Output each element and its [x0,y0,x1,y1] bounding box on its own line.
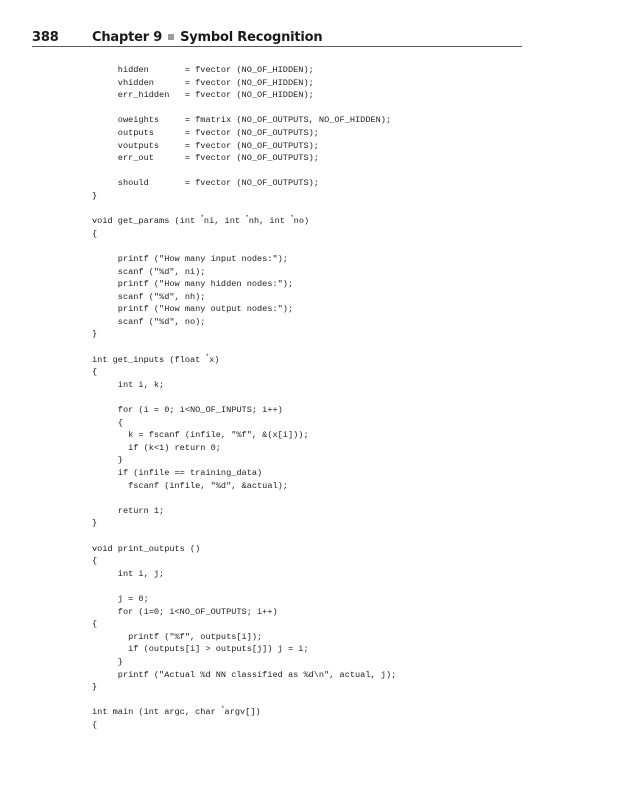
code-line: { [92,719,98,730]
code-fragment: no) [293,216,310,227]
code-line: scanf ("%d", ni); [92,266,206,277]
code-fragment: void get_params (int [92,216,201,227]
code-line: } [92,518,98,529]
chapter-label: Chapter 9 [92,30,163,45]
code-line: int i, j; [92,568,165,579]
code-line: void print_outputs () [92,543,201,554]
code-line: err_out = fvector (NO_OF_OUTPUTS); [92,153,319,164]
code-fragment: int get_inputs (float [92,354,206,365]
code-line [92,215,396,228]
code-line: printf ("Actual %d NN classified as %d\n", actual, j); [92,669,397,680]
page-number: 388 [32,30,59,45]
code-line [92,694,396,707]
code-line: if (infile == training_data) [92,468,263,478]
code-line [92,530,396,543]
code-line: oweights = fmatrix (NO_OF_OUTPUTS, NO_OF_HIDDEN); [92,115,392,126]
pointer-asterisk: * [200,214,204,222]
code-fragment: int main (int argc, char [92,707,221,718]
code-line: should = fvector (NO_OF_OUTPUTS); [92,178,319,189]
code-line: for (i = 0; i<NO_OF_INPUTS; i++) [92,405,283,416]
code-line [92,391,396,404]
code-line [92,706,396,719]
code-line: } [92,656,123,667]
code-line: if (outputs[i] > outputs[j]) j = i; [92,644,309,655]
chapter-title: Symbol Recognition [180,30,323,45]
code-line [92,240,396,253]
code-line [92,102,396,115]
pointer-asterisk: * [245,214,249,222]
code-line: } [92,682,98,693]
code-line: } [92,455,123,466]
code-line [92,354,396,367]
code-line: { [92,619,98,630]
code-line: err_hidden = fvector (NO_OF_HIDDEN); [92,90,314,101]
header-rule [32,46,522,47]
code-line: { [92,228,98,239]
code-line: return 1; [92,505,165,516]
separator-square-icon [168,34,174,40]
code-line: vhidden = fvector (NO_OF_HIDDEN); [92,77,314,88]
pointer-asterisk: * [290,214,294,222]
pointer-asterisk: * [220,705,225,713]
code-line: printf ("How many output nodes:"); [92,304,294,315]
code-line: voutputs = fvector (NO_OF_OUTPUTS); [92,140,319,151]
code-fragment: ni, int [203,216,246,227]
code-line: printf ("%f", outputs[i]); [92,631,263,642]
code-fragment: argv[]) [224,707,261,718]
code-line [92,341,396,354]
code-line: outputs = fvector (NO_OF_OUTPUTS); [92,127,319,138]
code-line: j = 0; [92,593,149,604]
code-line: { [92,556,98,567]
code-line: scanf ("%d", nh); [92,291,206,302]
code-line: int i, k; [92,379,165,390]
code-line [92,492,396,505]
running-header [32,30,522,45]
code-line: printf ("How many input nodes:"); [92,253,288,264]
code-line: k = fscanf (infile, "%f", &(x[i])); [92,430,309,441]
code-line [92,165,396,178]
code-fragment: x) [209,354,220,365]
code-line: } [92,329,98,340]
code-line: if (k<1) return 0; [92,442,221,453]
pointer-asterisk: * [205,352,210,360]
code-fragment: nh, int [248,216,291,227]
code-line: { [92,367,98,378]
code-line: printf ("How many hidden nodes:"); [92,279,294,290]
code-line: for (i=0; i<NO_OF_OUTPUTS; i++) [92,606,278,617]
code-line: fscanf (infile, "%d", &actual); [92,480,288,491]
code-line: hidden = fvector (NO_OF_HIDDEN); [92,65,314,75]
code-line: scanf ("%d", no); [92,316,206,327]
code-listing [92,64,396,731]
code-line: { [92,417,123,428]
code-line: } [92,190,98,201]
code-line [92,580,396,593]
